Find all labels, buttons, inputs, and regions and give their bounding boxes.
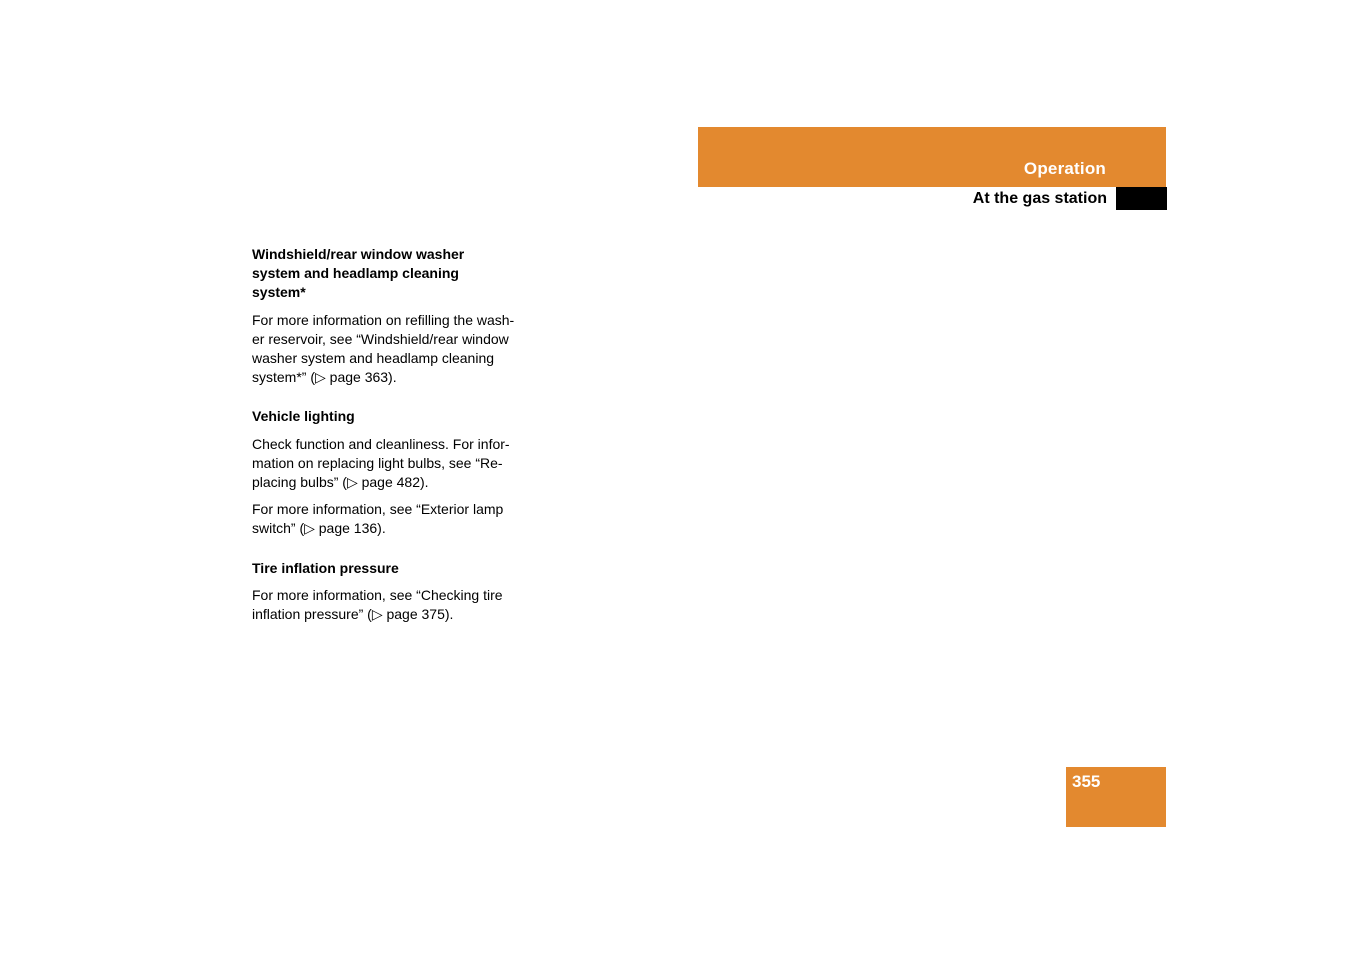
chapter-title: Operation <box>1023 159 1106 178</box>
heading-line: system and headlamp cleaning <box>252 265 459 282</box>
text-line: mation on replacing light bulbs, see “Re- <box>252 454 503 471</box>
section-spacer <box>252 539 542 559</box>
text-line: switch” (▷ page 136). <box>252 520 386 537</box>
text-line: washer system and headlamp cleaning <box>252 350 495 367</box>
text-line: For more information on refilling the wash- <box>252 311 515 328</box>
heading-line: Vehicle lighting <box>252 408 355 425</box>
text-line: placing bulbs” (▷ page 482). <box>252 474 429 491</box>
text-line: For more information, see “Checking tire <box>252 586 503 603</box>
heading-line: system* <box>252 284 306 301</box>
paragraph-tire-pressure <box>252 586 542 624</box>
heading-vehicle-lighting <box>252 407 542 426</box>
text-line: Check function and cleanliness. For infor- <box>252 435 510 452</box>
heading-line: Tire inflation pressure <box>252 559 399 576</box>
section-marker-tab <box>1116 187 1167 210</box>
chapter-header-band <box>698 127 1166 187</box>
main-text-column <box>252 245 542 624</box>
heading-tire-pressure <box>252 559 542 578</box>
paragraph-lighting-check <box>252 435 542 493</box>
heading-line: Windshield/rear window washer <box>252 246 465 262</box>
text-line: For more information, see “Exterior lamp <box>252 501 504 518</box>
page-number-tab <box>1066 767 1166 827</box>
text-line: er reservoir, see “Windshield/rear window <box>252 330 509 347</box>
section-spacer <box>252 387 542 407</box>
paragraph-lamp-switch <box>252 500 542 538</box>
text-line: system*” (▷ page 363). <box>252 369 397 386</box>
section-title: At the gas station <box>972 190 1107 207</box>
text-line: inflation pressure” (▷ page 375). <box>252 606 454 623</box>
heading-washer-system <box>252 245 542 303</box>
page-number: 355 <box>1072 772 1101 791</box>
paragraph-washer-info <box>252 311 542 388</box>
